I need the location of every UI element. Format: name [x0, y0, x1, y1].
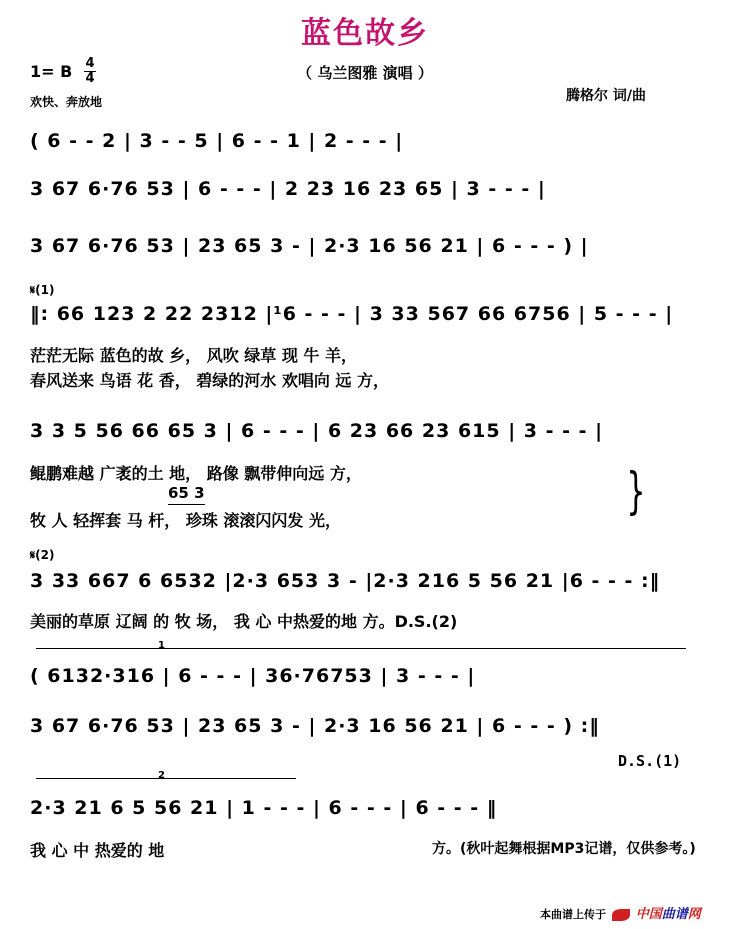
- score-line-9: 2·3 21 6 5 56 21 | 1 - - - | 6 - - - | 6 - - - ‖: [30, 797, 498, 819]
- dal-segno-1: D.S.(1): [618, 752, 682, 770]
- volta-number-2: 2: [158, 770, 165, 781]
- volta-bracket-1: [36, 648, 686, 649]
- time-signature: [84, 58, 96, 85]
- score-line-6: 3 33 667 6 6532 |2·3 653 3 - |2·3 216 5 56 21 |6 - - - :‖: [30, 570, 661, 592]
- source-footer: [540, 903, 701, 922]
- lyrics-verse1-b: 鲲鹏难越 广袤的土 地， 路像 飘带伸向远 方，: [30, 464, 362, 483]
- volta-bracket-2: [36, 778, 296, 779]
- site-logo-icon: [612, 909, 630, 921]
- score-line-4: ‖: 66 123 2 22 2312 |¹6 - - - | 3 33 567 66 6756 | 5 - - - |: [30, 303, 674, 325]
- meter-bottom: 4: [85, 71, 95, 86]
- score-line-8: 3 67 6·76 53 | 23 65 3 - | 2·3 16 56 21 | 6 - - - ) :‖: [30, 715, 600, 737]
- segno-mark-2: 𝄋(2): [30, 548, 55, 562]
- alternate-notes-text: 65 3: [168, 484, 205, 502]
- author-credit: 腾格尔 词/曲: [566, 88, 646, 104]
- song-title: 蓝色故乡: [301, 16, 429, 51]
- key-signature: 1= B: [30, 62, 73, 81]
- footer-text: 本曲谱上传于: [540, 908, 606, 921]
- score-line-1: ( 6 - - 2 | 3 - - 5 | 6 - - 1 | 2 - - - |: [30, 130, 404, 152]
- lyrics-refrain: 美丽的草原 辽阔 的 牧 场， 我 心 中热爱的地 方。D.S.(2): [30, 612, 458, 631]
- performer-credit: （ 乌兰图雅 演唱 ）: [297, 64, 433, 82]
- volta-number-1: 1: [158, 640, 165, 651]
- segno-mark-1: 𝄋(1): [30, 283, 55, 297]
- lyrics-ending: 我 心 中 热爱的 地: [30, 841, 165, 860]
- score-line-3: 3 67 6·76 53 | 23 65 3 - | 2·3 16 56 21 | 6 - - - ) |: [30, 235, 589, 257]
- score-line-5: 3 3 5 56 66 65 3 | 6 - - - | 6 23 66 23 615 | 3 - - - |: [30, 420, 604, 442]
- lyrics-ending-tail: 方。(秋叶起舞根据MP3记谱，仅供参考。): [432, 841, 696, 857]
- lyrics-verse1-a: 茫茫无际 蓝色的故 乡， 风吹 绿草 现 牛 羊，: [30, 346, 357, 365]
- lyrics-verse2-b: 牧 人 轻挥套 马 杆， 珍珠 滚滚闪闪发 光，: [30, 511, 341, 530]
- alternate-notes-underline: [168, 504, 205, 505]
- lyrics-verse2-a: 春风送来 鸟语 花 香， 碧绿的河水 欢唱向 远 方，: [30, 371, 389, 390]
- score-line-7: ( 6132·316 | 6 - - - | 36·76753 | 3 - - - |: [30, 665, 476, 687]
- alternate-notes: [168, 484, 205, 502]
- score-line-2: 3 67 6·76 53 | 6 - - - | 2 23 16 23 65 | 3 - - - |: [30, 178, 546, 200]
- meter-top: 4: [85, 56, 95, 71]
- site-name: 中国曲谱网: [635, 907, 701, 922]
- tempo-marking: 欢快、奔放地: [30, 95, 103, 109]
- verse-brace: }: [626, 462, 646, 520]
